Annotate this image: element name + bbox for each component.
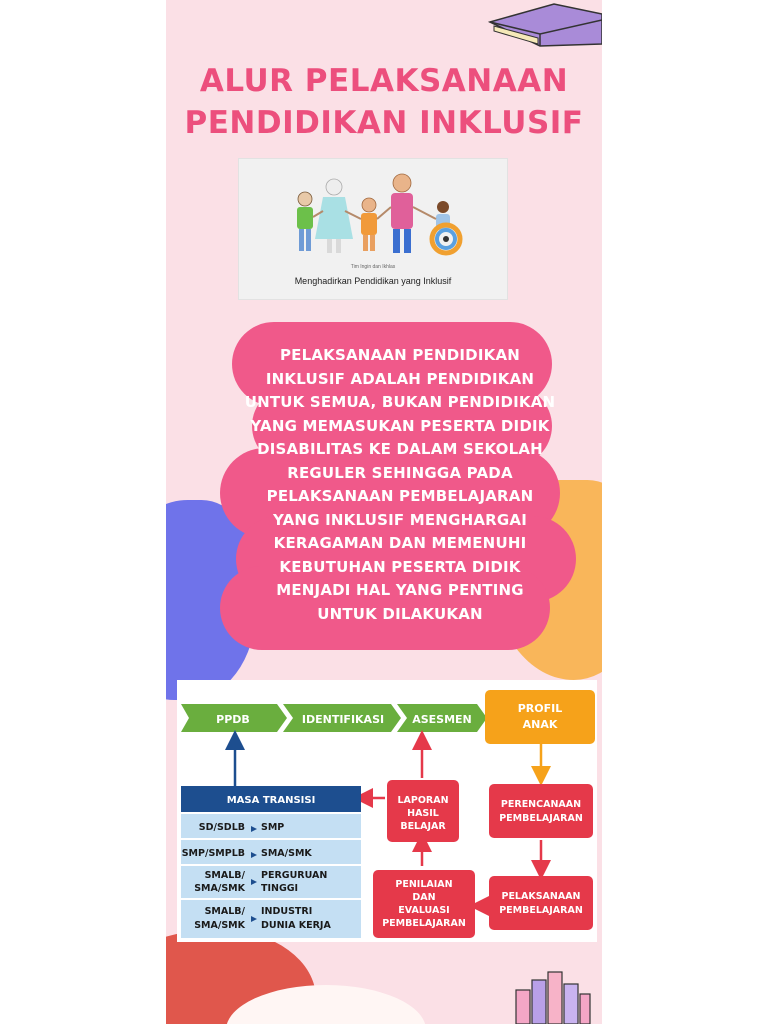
profil-anak-box	[485, 690, 595, 744]
title-line-1: ALUR PELAKSANAAN	[199, 63, 569, 99]
step-ppdb-label: PPDB	[216, 713, 250, 726]
step-asesmen	[397, 704, 487, 732]
transition-row-4-from-1: SMALB/	[204, 906, 245, 917]
transition-row-4-to-1: INDUSTRI	[261, 906, 313, 917]
laporan-line-2: HASIL	[407, 808, 439, 819]
description-text: PELAKSANAAN PENDIDIKAN INKLUSIF ADALAH PENDIDIKAN UNTUK SEMUA, BUKAN PENDIDIKAN YANG MEMASUKAN PESERTA DIDIK DISABILITAS KE DALAM SEKOLAH REGULER SEHINGGA PADA PELAKSANAAN PEMBELAJARAN YANG INKLUSIF MENGHARGAI KERAGAMAN DAN MEMENUHI KEBUTUHAN PESERTA DIDIK MENJADI HAL YANG PENTING UNTUK DILAKUKAN	[244, 346, 556, 623]
page-title	[166, 60, 602, 144]
book-icon	[484, 0, 602, 48]
transition-row-1-to: SMP	[261, 822, 285, 833]
flow-diagram	[177, 680, 597, 942]
transition-row-2-to: SMA/SMK	[261, 848, 312, 859]
pelaksanaan-line-1: PELAKSANAAN	[501, 891, 581, 902]
transition-row-4-from-2: SMA/SMK	[194, 920, 245, 931]
pelaksanaan-line-2: PEMBELAJARAN	[499, 905, 583, 916]
transition-row-3-to-1: PERGURUAN	[261, 870, 328, 881]
laporan-line-1: LAPORAN	[397, 795, 449, 806]
perencanaan-box	[489, 784, 593, 838]
step-identifikasi	[283, 704, 401, 732]
profil-label-line-2: ANAK	[522, 718, 558, 731]
transition-row-4-to-2: DUNIA KERJA	[261, 920, 331, 931]
perencanaan-line-1: PERENCANAAN	[500, 799, 582, 810]
profil-label-line-1: PROFIL	[517, 702, 563, 715]
perencanaan-line-2: PEMBELAJARAN	[499, 813, 583, 824]
step-asesmen-label: ASESMEN	[412, 713, 472, 726]
pelaksanaan-box	[489, 876, 593, 930]
penilaian-line-2: DAN	[412, 892, 436, 903]
laporan-box	[387, 780, 459, 842]
masa-transisi-box	[181, 786, 361, 938]
infographic-poster	[166, 0, 602, 1024]
penilaian-line-4: PEMBELAJARAN	[382, 918, 466, 929]
transition-row-3-to-2: TINGGI	[261, 883, 299, 894]
step-identifikasi-label: IDENTIFIKASI	[301, 713, 385, 726]
inclusive-family-image	[238, 158, 508, 300]
transition-row-1-from: SD/SDLB	[198, 822, 245, 833]
laporan-line-3: BELAJAR	[400, 821, 446, 832]
step-ppdb	[181, 704, 287, 732]
transition-row-2-from: SMP/SMPLB	[181, 848, 245, 859]
books-icon	[512, 968, 592, 1024]
penilaian-line-1: PENILAIAN	[395, 879, 453, 890]
masa-transisi-header: MASA TRANSISI	[226, 795, 316, 806]
transition-row-3-from-2: SMA/SMK	[194, 883, 245, 894]
flow-diagram-svg	[177, 680, 597, 942]
image-caption: Menghadirkan Pendidikan yang Inklusif	[294, 276, 452, 286]
title-line-2: PENDIDIKAN INKLUSIF	[184, 105, 584, 141]
image-small-text: Tim Ingin dan Ikhlas	[350, 264, 396, 270]
penilaian-box	[373, 870, 475, 938]
transition-row-3-from-1: SMALB/	[204, 870, 245, 881]
penilaian-line-3: EVALUASI	[398, 905, 450, 916]
